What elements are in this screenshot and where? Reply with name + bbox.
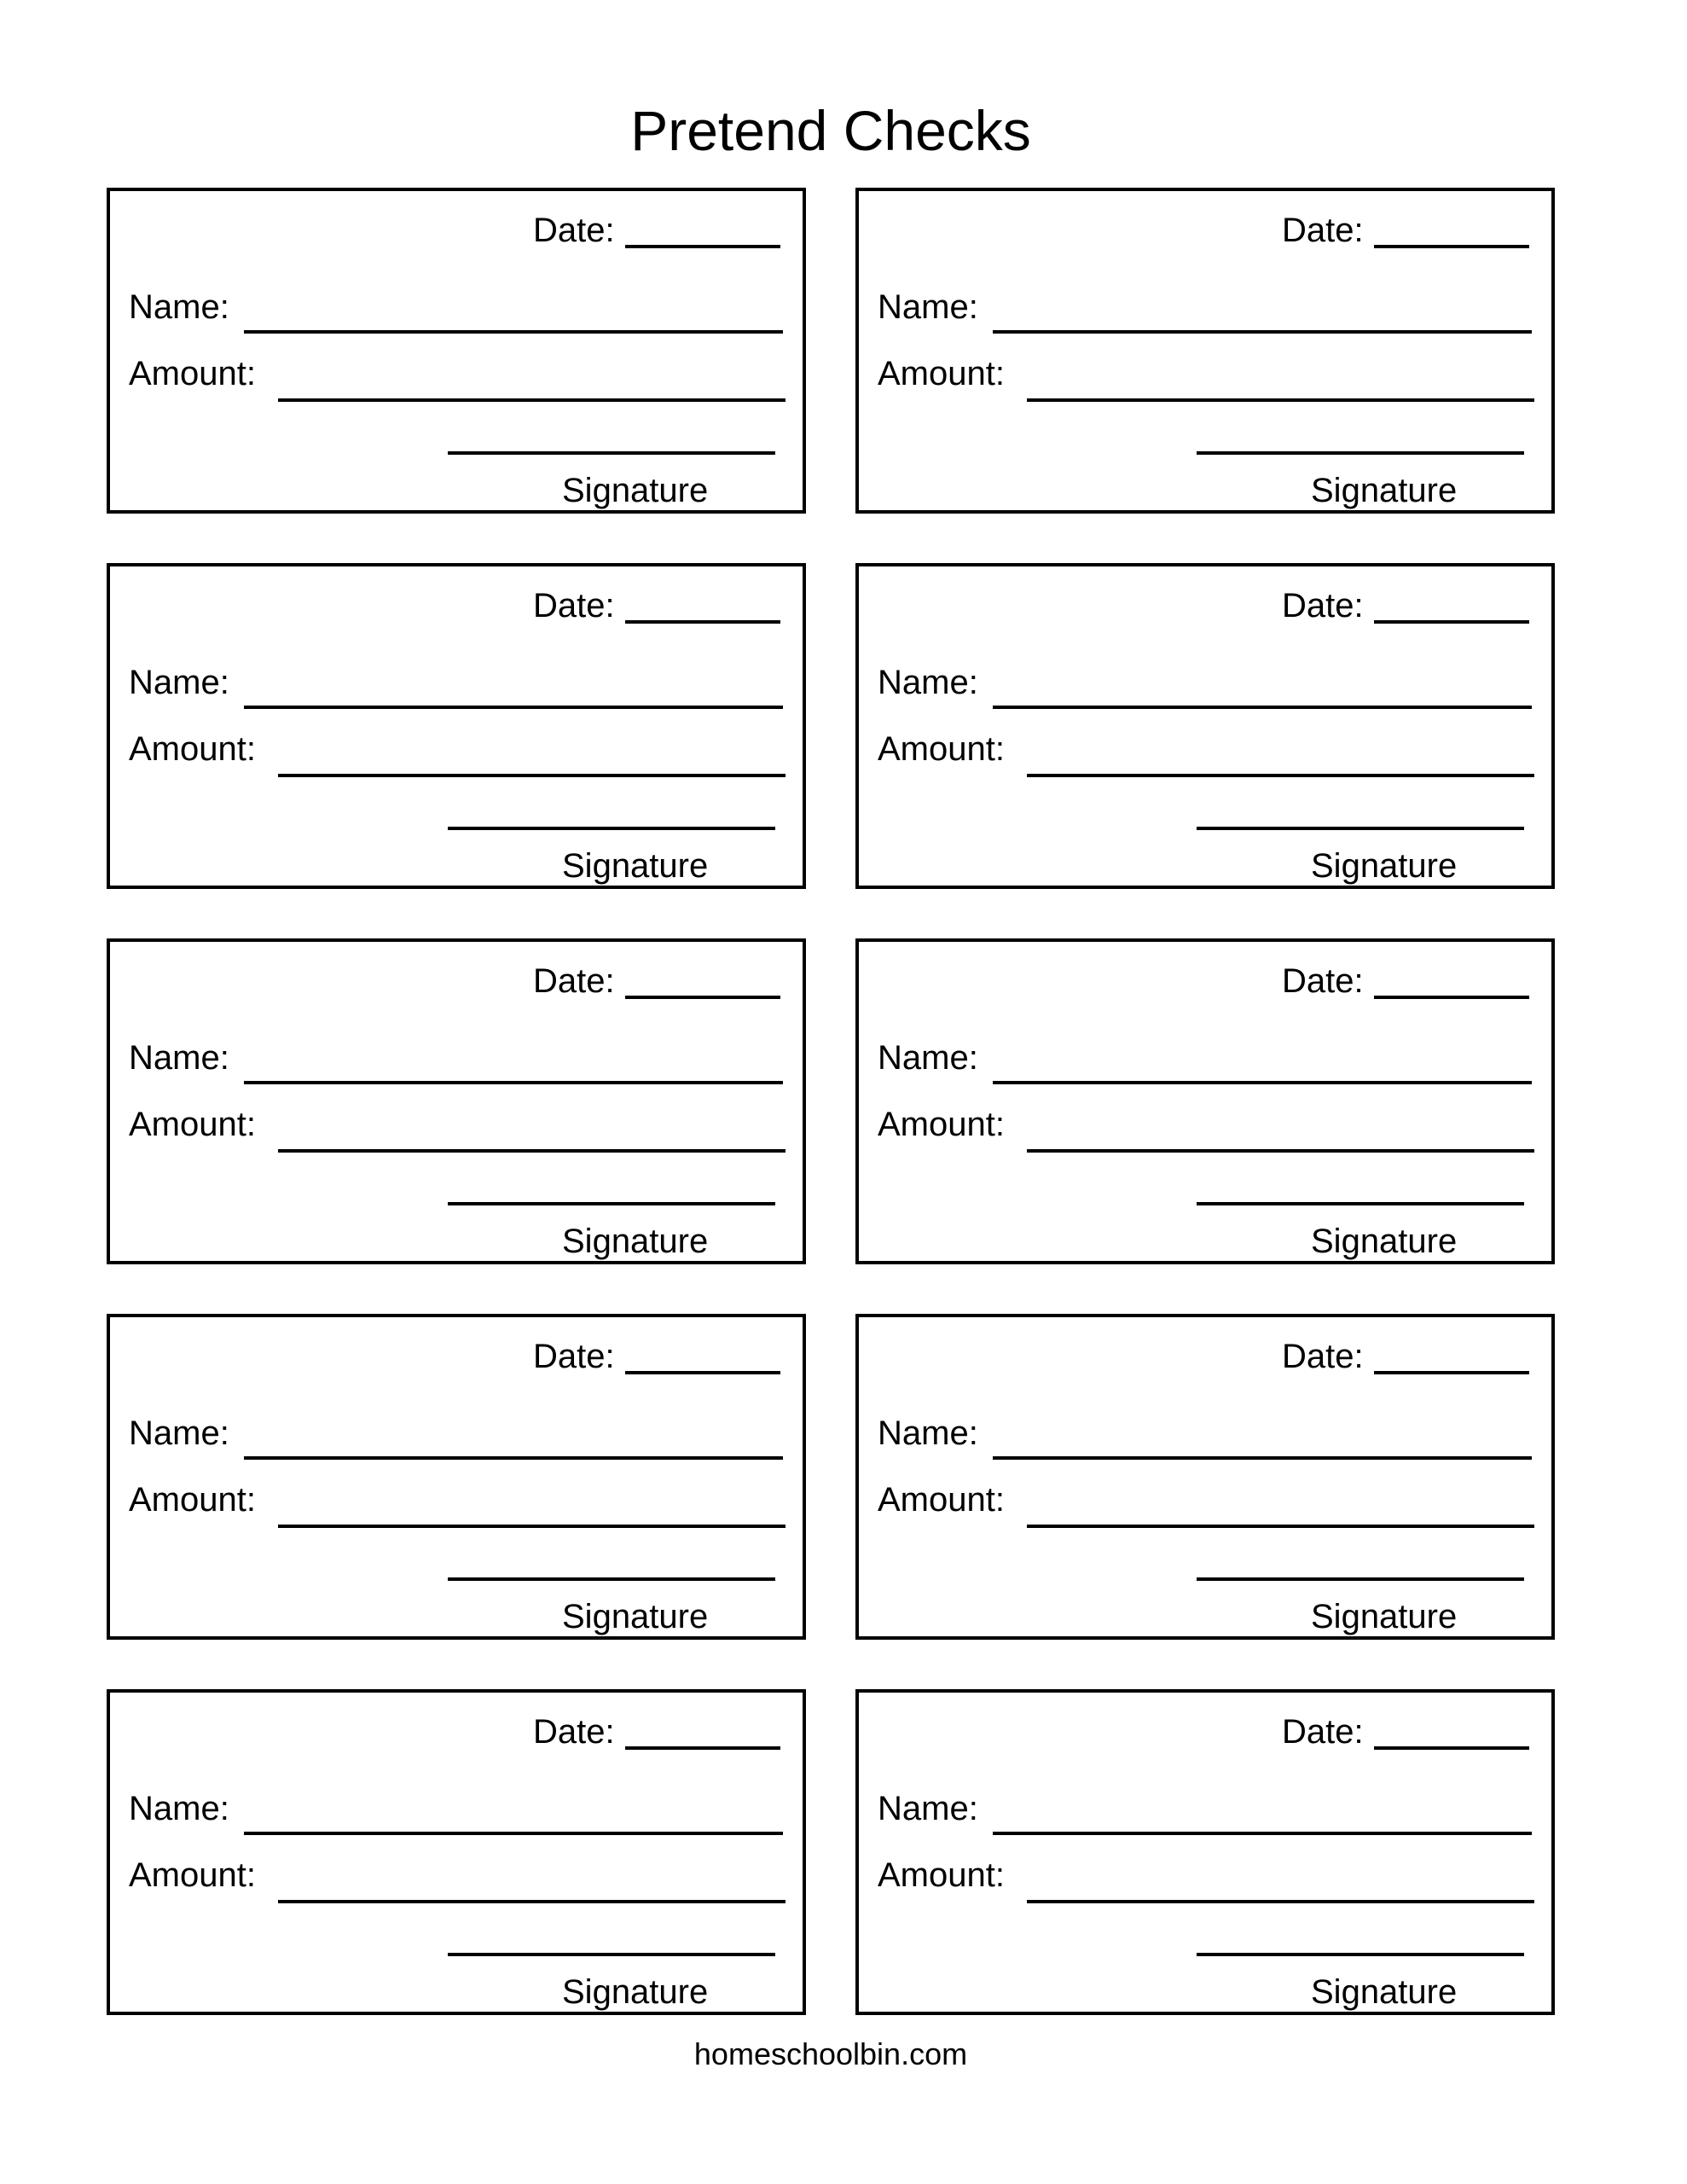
amount-label: Amount: bbox=[129, 1856, 256, 1894]
date-label: Date: bbox=[533, 587, 615, 624]
amount-blank-line bbox=[278, 1900, 786, 1903]
signature-label: Signature bbox=[1311, 847, 1458, 885]
name-blank-line bbox=[993, 1456, 1532, 1460]
check-card bbox=[855, 938, 1555, 1264]
signature-label: Signature bbox=[562, 847, 709, 885]
name-blank-line bbox=[993, 1832, 1532, 1835]
signature-blank-line bbox=[1197, 827, 1524, 830]
name-label: Name: bbox=[129, 1414, 229, 1452]
name-label: Name: bbox=[878, 1790, 978, 1827]
amount-blank-line bbox=[1027, 1149, 1534, 1153]
amount-label: Amount: bbox=[878, 355, 1005, 392]
name-label: Name: bbox=[129, 1790, 229, 1827]
amount-label: Amount: bbox=[129, 730, 256, 768]
check-card bbox=[107, 563, 806, 889]
signature-blank-line bbox=[448, 827, 775, 830]
check-card bbox=[107, 188, 806, 514]
amount-label: Amount: bbox=[129, 1106, 256, 1143]
date-label: Date: bbox=[1282, 212, 1364, 249]
signature-blank-line bbox=[1197, 451, 1524, 455]
date-blank-line bbox=[625, 245, 780, 248]
signature-blank-line bbox=[1197, 1577, 1524, 1581]
date-blank-line bbox=[625, 1371, 780, 1374]
signature-blank-line bbox=[448, 451, 775, 455]
signature-label: Signature bbox=[1311, 472, 1458, 509]
amount-blank-line bbox=[278, 1525, 786, 1528]
signature-blank-line bbox=[448, 1577, 775, 1581]
name-label: Name: bbox=[878, 664, 978, 701]
page-title: Pretend Checks bbox=[630, 99, 1031, 162]
amount-blank-line bbox=[1027, 1900, 1534, 1903]
name-blank-line bbox=[244, 330, 783, 334]
date-blank-line bbox=[1374, 620, 1529, 624]
name-label: Name: bbox=[129, 664, 229, 701]
amount-blank-line bbox=[278, 1149, 786, 1153]
amount-label: Amount: bbox=[878, 1106, 1005, 1143]
signature-blank-line bbox=[448, 1202, 775, 1205]
date-label: Date: bbox=[533, 1338, 615, 1375]
amount-blank-line bbox=[278, 398, 786, 402]
name-blank-line bbox=[244, 1081, 783, 1084]
name-label: Name: bbox=[878, 1414, 978, 1452]
amount-label: Amount: bbox=[878, 1481, 1005, 1519]
date-blank-line bbox=[1374, 245, 1529, 248]
name-label: Name: bbox=[129, 288, 229, 326]
date-label: Date: bbox=[533, 962, 615, 1000]
amount-label: Amount: bbox=[878, 1856, 1005, 1894]
signature-label: Signature bbox=[562, 472, 709, 509]
check-card bbox=[107, 1689, 806, 2015]
check-card bbox=[107, 938, 806, 1264]
name-label: Name: bbox=[878, 288, 978, 326]
amount-blank-line bbox=[1027, 1525, 1534, 1528]
amount-blank-line bbox=[1027, 398, 1534, 402]
signature-label: Signature bbox=[562, 1223, 709, 1260]
amount-label: Amount: bbox=[129, 355, 256, 392]
check-card bbox=[855, 188, 1555, 514]
date-blank-line bbox=[625, 996, 780, 999]
date-blank-line bbox=[625, 620, 780, 624]
check-card bbox=[855, 1314, 1555, 1640]
name-label: Name: bbox=[129, 1039, 229, 1077]
amount-label: Amount: bbox=[129, 1481, 256, 1519]
date-blank-line bbox=[1374, 996, 1529, 999]
signature-label: Signature bbox=[562, 1598, 709, 1635]
name-blank-line bbox=[993, 330, 1532, 334]
signature-label: Signature bbox=[1311, 1598, 1458, 1635]
amount-label: Amount: bbox=[878, 730, 1005, 768]
name-blank-line bbox=[244, 706, 783, 709]
date-blank-line bbox=[1374, 1371, 1529, 1374]
date-label: Date: bbox=[533, 212, 615, 249]
name-blank-line bbox=[993, 706, 1532, 709]
date-blank-line bbox=[625, 1746, 780, 1750]
name-label: Name: bbox=[878, 1039, 978, 1077]
date-label: Date: bbox=[1282, 587, 1364, 624]
check-card bbox=[855, 563, 1555, 889]
amount-blank-line bbox=[1027, 774, 1534, 777]
signature-label: Signature bbox=[1311, 1223, 1458, 1260]
name-blank-line bbox=[244, 1456, 783, 1460]
date-label: Date: bbox=[1282, 1338, 1364, 1375]
check-card bbox=[107, 1314, 806, 1640]
date-label: Date: bbox=[533, 1713, 615, 1751]
date-label: Date: bbox=[1282, 1713, 1364, 1751]
name-blank-line bbox=[993, 1081, 1532, 1084]
name-blank-line bbox=[244, 1832, 783, 1835]
signature-blank-line bbox=[448, 1953, 775, 1956]
signature-blank-line bbox=[1197, 1953, 1524, 1956]
checks-grid bbox=[107, 188, 1555, 2015]
amount-blank-line bbox=[278, 774, 786, 777]
date-label: Date: bbox=[1282, 962, 1364, 1000]
page-footer-url: homeschoolbin.com bbox=[693, 2036, 968, 2071]
signature-blank-line bbox=[1197, 1202, 1524, 1205]
date-blank-line bbox=[1374, 1746, 1529, 1750]
check-card bbox=[855, 1689, 1555, 2015]
signature-label: Signature bbox=[1311, 1973, 1458, 2011]
signature-label: Signature bbox=[562, 1973, 709, 2011]
